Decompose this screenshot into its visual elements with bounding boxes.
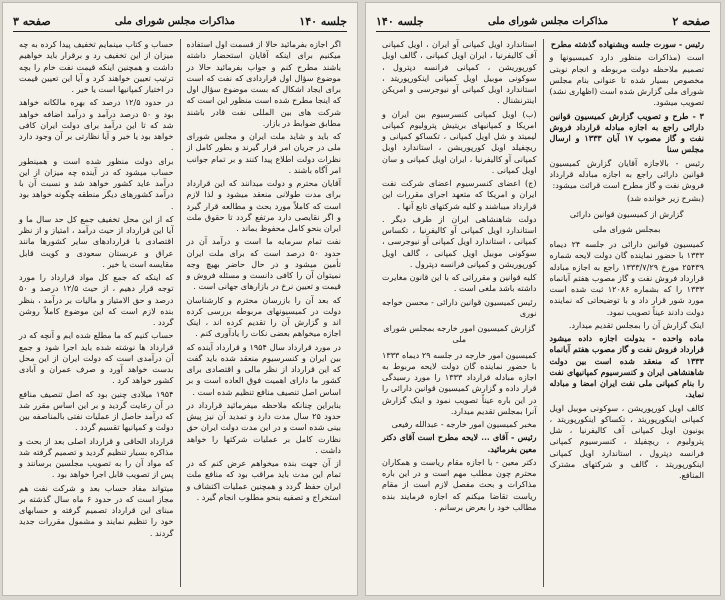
right-page: [365, 2, 721, 596]
paragraph: بنابراین چنانکه ملاحظه میفرمائید قرارداد در حدود ۲۵ سال مدت دارد و تمدید آن نیز پیش بینی شده است و در این مدت دولت ایران حق نظارت کامل بر عملیات شرکتها را خواهد داشت .: [186, 399, 341, 455]
paragraph: رئیس کمیسیون قوانین دارائی - محسن خواجه نوری: [382, 296, 537, 318]
paragraph: بمجلس شورای ملی: [592, 223, 661, 234]
left-page-columns: [13, 39, 347, 587]
paragraph: که بعد آن را بازرسان محترم و کارشناسان دولت در کمیسیونهای مربوطه بررسی کرده اند و گزارش آن را تقدیم کرده اند ، اینک اجازه میخواهم بعضی نکات را یادآوری کنم .: [186, 294, 341, 339]
paragraph: (بشرح زیر خوانده شد): [626, 193, 704, 204]
paragraph: مخبر کمیسیون امور خارجه - عبدالله رفیعی: [391, 419, 537, 429]
paragraph: حساب کنیم که ما مطلع شده ایم و آنچه که در قرارداد ها نوشته شده باید اجرا شود و جمع آن درآمدی است که دولت ایران از این محل بدست خواهد آورد و صرف عمران و آبادی کشور خواهد کرد .: [19, 330, 174, 386]
paragraph: استاندارد اویل کمپانی آو ایران ، اویل کمپانی آف کالیفرنیا ، ایران اویل کمپانی ، گالف اویل کورپوریشن ، کمپانی فرانسه دپترول ، سوکونی موبیل اویل کمپانی اینکورپوریتد ، استاندارد اویل کمپانی آو نیوجرسی و امریکن اینترنشنال .: [382, 39, 537, 106]
paragraph: کالف اویل کورپوریشن ، سوکونی موبیل اویل کمپانی اینکورپوریتد ، تکساکو اینکورپوریتد ، یونیون اویل کمپانی آف کالیفرنیا ، شل پترولیوم ، ریچفیلد ، کنسرسیوم کمپانی فرانسه دپترول ، استاندارد اویل کمپانی اینکورپوریتد ، گالف و شرکتهای مشترک المنافع.: [549, 402, 704, 480]
paragraph: رئیس - آقای ... لایحه مطرح است آقای دکتر معین بفرمائید.: [382, 432, 537, 454]
paragraph: (ب) اویل کمپانی کنسرسیوم بین ایران و امریکا و کمپانیهای بریتیش پترولیوم کمپانی لیمیتد و شل اویل کمپانی ، تکساکو کمپانی و ریچفیلد اویل کورپوریشن ، استاندارد اویل کمپانی آو کالیفرنیا ، ایران اویل کمپانی و سان اویل کمپانی .: [382, 108, 537, 175]
paragraph: آقایان محترم و دولت میدانند که این قرارداد برای مدت طولانی منعقد میشود و لذا لازم است که کاملاً مورد بحث و مطالعه قرار گیرد و اگر نقایصی دارد مرتفع گردد تا حقوق ملت ایران بنحو کامل محفوظ بماند .: [186, 178, 341, 233]
paragraph: کمیسیون امور خارجه در جلسه ۲۹ دیماه ۱۳۳۳ با حضور نماینده گان دولت لایحه مربوط به اجازه مبادله قرارداد ۱۳۳۳ را مورد رسیدگی قرار داده و گزارش کمیسیون قوانین دارائی را در این باره عیناً تصویب نمود و اینک گزارش آنرا بمجلس تقدیم میدارد.: [382, 349, 537, 416]
paragraph: رئیس - بالاجازه آقایان گزارش کمیسیون قوانین دارائی راجع به اجازه مبادله قرارداد فروش نفت و گاز مطرح است قرائت میشود:: [549, 157, 704, 190]
paragraph: در مورد قرارداد سال ۱۹۵۴ و قرارداد آینده که بین ایران و کنسرسیوم منعقد شده باید گفت که این قرارداد از نظر مالی و اقتصادی برای کشور ما دارای اهمیت فوق العاده است و بر اساس اصل تنصیف منافع تنظیم شده است .: [186, 341, 341, 397]
right-page-left-column: [376, 39, 544, 587]
paragraph: دکتر معین - با اجازه مقام ریاست و همکاران محترم چون مطلب مهم است و در این باره مذاکرات و بحث مفصل لازم است از مقام ریاست تقاضا میکنم که اجازه فرمایند بنده مطالب خود را بعرض برسانم .: [382, 456, 537, 512]
paragraph: گزارش از کمیسیون قوانین دارائی: [569, 208, 684, 219]
document-spread: [2, 2, 723, 598]
paragraph: است (مذاکرات منظور دارد کمیسیونها و تصمیم ملاحظه دولت مربوطه و انجام نوبتی مخصوص بسیار شده تا عنوانی بنام مجلس شورای ملی گزارش شده است (اظهاری نشد) تصویب میشود.: [549, 52, 704, 108]
right-page-header: [376, 11, 710, 32]
paragraph: میتواند مفاد حساب بعد و شرکت نفت هم مجاز است که در حدود ۶ ماه سال گذشته بر مبنای این قرارداد تصمیم گرفته و حسابهای خود را تنظیم نمایند و مشمول مقررات جدید گردند .: [19, 482, 174, 538]
right-page-session: جلسه ۱۴۰: [376, 14, 424, 28]
paragraph: دولت شاهنشاهی ایران از طرف دیگر . استاندارد اویل کمپانی آو کالیفرنیا ، تکساس کمپانی ، استاندارد اویل کمپانی آو نیوجرسی ، سوکونی موبیل اویل کمپانی ، گالف اویل کورپوریشن و کمپانی فرانسه دپترول .: [382, 213, 537, 269]
paragraph: ۱۹۵۴ میلادی چنین بود که اصل تنصیف منافع در آن رعایت گردید و بر این اساس مقرر شد که درآمد حاصل از عملیات نفتی بالمناصفه بین دولت و کمپانیها تقسیم گردد .: [19, 388, 174, 433]
paragraph: (ج) اعضای کنسرسیوم اعضای شرکت نفت ایران و امریکا که متعهد اجرای مقررات این قرارداد میباشند و کلیه شرکتهای تابع آنها .: [382, 178, 537, 211]
paragraph: که اینکه که جمع کل مواد قرارداد را مورد توجه قرار دهیم ، از حیث ۱۲/۵ درصد و ۵۰ درصد و حق الامتیاز و مالیات بر درآمد ، بنظر بنده لازم است که این موضوع کاملاً روشن گردد .: [19, 272, 174, 327]
section-heading: رئیس - سورت جلسه ویشنهاده گذشته مطرح: [550, 39, 704, 49]
left-page-right-column: [181, 39, 348, 587]
paragraph: قرارداد الحاقی و قرارداد اصلی بعد از بحث و مذاکره بسیار تنظیم گردید و تصمیم گرفته شد که مواد آن را به تصویب مجلسین برسانند و پس از تصویب قابل اجرا خواهد بود .: [19, 435, 174, 480]
paragraph: اگر اجازه بفرمائید حالا از قسمت اول استفاده میکنیم برای اینکه آقایان استحضار داشته باشند مطرح کنم و جواب بفرمائید حالا در موضوع سؤال اول قراردادی که نفت که است برای ایجاد اشکال که بست موضوع سؤال اول که اینجا مطرح شده است منظور این است که شرکت های بین المللی نفت قادر باشند مطابق ضوابط در بازار.: [186, 39, 341, 128]
left-page-session: جلسه ۱۴۰: [299, 14, 347, 28]
paragraph: که از این محل تخفیف جمع کل حد سال ما و آیا این قرارداد از حیث درآمد ، امتیاز و از نظر اقتصادی با قراردادهای سایر کشورها مانند عراق و عربستان سعودی و کویت قابل مقایسه است یا خیر .: [19, 213, 174, 269]
paragraph: اینک گزارش آن را بمجلس تقدیم میدارد.: [568, 319, 704, 330]
right-page-running-title: مذاکرات مجلس شورای ملی: [487, 15, 609, 27]
right-page-right-column: [544, 39, 711, 587]
right-page-number: صفحه ۲: [672, 14, 710, 28]
paragraph: گزارش کمیسیون امور خارجه بمجلس شورای ملی: [383, 323, 536, 345]
paragraph: کلیه قوانین و مقرراتی که با این قانون مغایرت داشته باشد ملغی است .: [382, 272, 537, 294]
left-page-number: صفحه ۳: [13, 14, 51, 28]
paragraph: از آن جهت بنده میخواهم عرض کنم که در تمام این مدت باید مراقب بود که منافع ملت ایران حفظ گردد و همچنین عملیات اکتشاف و استخراج و تصفیه بنحو مطلوب انجام گیرد .: [186, 458, 341, 502]
paragraph: برای دولت منظور شده است و همینطور حساب میشود که در آینده چه میزان از این درآمد عاید کشور خواهد شد و نسبت آن با درآمد کشورهای دیگر منطقه چگونه خواهد بود .: [19, 155, 174, 211]
right-page-columns: [376, 39, 710, 587]
left-page-left-column: [13, 39, 181, 587]
paragraph: در حدود ۱۲/۵ درصد که بهره مالکانه خواهد بود و ۵۰ درصد درآمد و درآمد اضافه خواهد شد که تا این درآمد برای دولت ایران کافی خواهد بود یا خیر و آیا نظارتی بر آن وجود دارد .: [19, 97, 174, 153]
paragraph: که باید و شاید ملت ایران و مجلس شورای ملی در جریان امر قرار گیرند و بطور کامل از نظرات دولت اطلاع پیدا کنند و بر تمام جوانب امر آگاه باشند .: [186, 131, 341, 175]
paragraph: کمیسیون قوانین دارائی در جلسه ۲۴ دیماه ۱۳۳۳ با حضور نماینده گان دولت لایحه شماره ۲۵۴۳۹ مورخ ۱۳۳۳/۷/۲۹ راجع به اجازه مبادله قرارداد فروش نفت و گاز مصوب هفتم آبانماه ۱۳۳۳ را که بشماره ۱۲۰۸۶ ثبت شده است مورد شور قرار داد و با توضیحاتی که نماینده دولت دادند عیناً تصویب نمود.: [549, 239, 705, 317]
paragraph: حساب و کتاب مینمایم تخفیف پیدا کرده به چه میزان از این تخفیف رد و برقرار باید خواهیم داشت و همچنین اینکه قیمت نفت خام را بچه ترتیب تعیین خواهند کرد و آیا این تعیین قیمت در اختیار کمپانیها است یا خیر .: [19, 39, 174, 94]
paragraph: ماده واحده - بدولت اجازه داده میشود قرارداد فروش نفت و گاز مصوب هفتم آبانماه ۱۳۳۳ که منعقد شده است بین دولت شاهنشاهی ایران و کنسرسیوم کمپانیهای نفت را بنام کمپانی ملی نفت ایران امضا و مبادله نماید.: [549, 333, 704, 400]
left-page-header: [13, 11, 347, 32]
left-page: [2, 2, 358, 596]
left-page-running-title: مذاکرات مجلس شورای ملی: [114, 15, 236, 27]
section-heading: ۳ - طرح و تصویب گزارش کمیسیون قوانین دارائی راجع به اجازه مبادله قرارداد فروش نفت و گاز مصوب ۱۷ آبان ۱۳۳۳ و ارسال مجلس سنا: [549, 110, 704, 155]
paragraph: نفت تمام سرمایه ما است و درآمد آن در حدود ۵۰ درصد است که برای ملت ایران تأمین میشود و در حال حاضر بهیچ وجه نمیتوان آن را کافی دانست و مسئله فروش و قیمت و تعیین نرخ در بازارهای جهانی است .: [186, 236, 341, 292]
